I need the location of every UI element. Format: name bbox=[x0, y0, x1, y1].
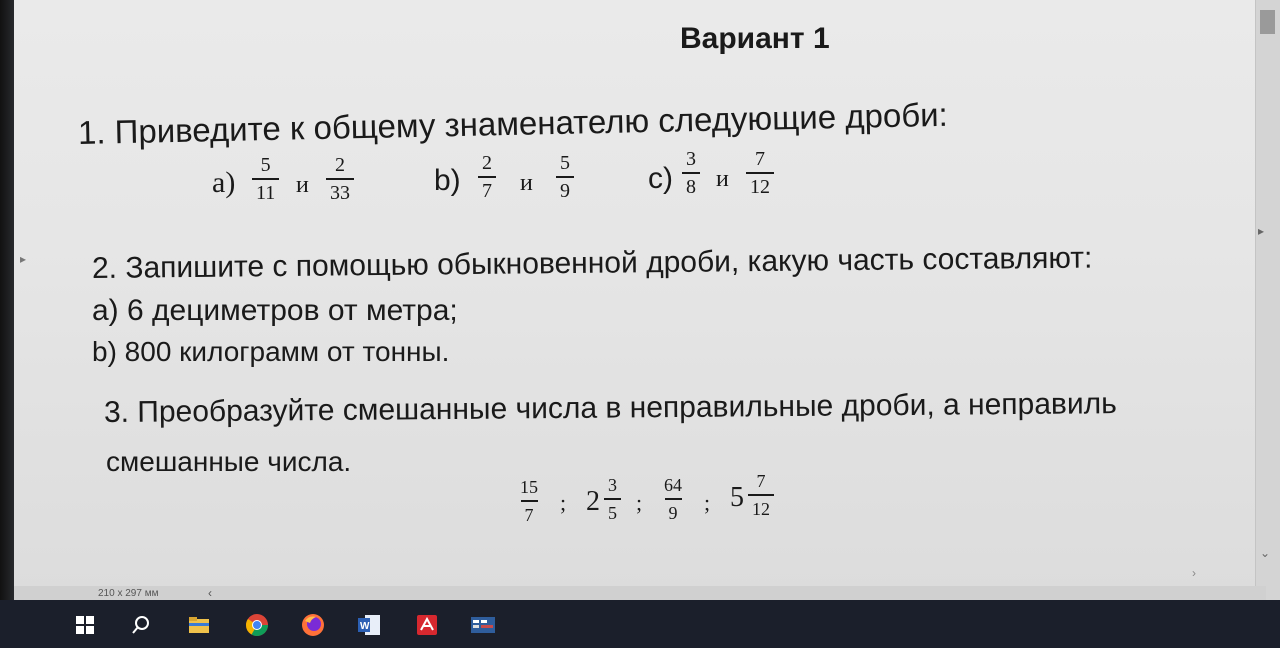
fraction bbox=[252, 154, 279, 204]
denominator: 12 bbox=[748, 494, 774, 520]
fraction bbox=[748, 470, 774, 520]
task2-text: 2. Запишите с помощью обыкновенной дроби, какую часть составляют: bbox=[91, 241, 1093, 285]
fraction bbox=[746, 148, 774, 198]
fraction bbox=[516, 476, 542, 526]
right-arrow-icon: ▸ bbox=[1258, 224, 1265, 238]
numerator: 2 bbox=[482, 152, 492, 174]
mixed-whole: 5 bbox=[730, 482, 744, 513]
vertical-scrollbar[interactable] bbox=[1255, 0, 1280, 600]
denominator: 33 bbox=[326, 178, 354, 204]
denominator: 9 bbox=[556, 176, 574, 202]
chevron-right-icon[interactable]: › bbox=[1192, 566, 1196, 580]
numerator: 5 bbox=[560, 152, 570, 174]
numerator: 2 bbox=[335, 154, 345, 176]
page-title: Вариант 1 bbox=[680, 22, 830, 55]
numerator: 5 bbox=[260, 154, 271, 176]
app-icon[interactable] bbox=[470, 612, 496, 638]
task1-text: 1. Приведите к общему знаменателю следующие дроби: bbox=[77, 95, 949, 151]
denominator: 9 bbox=[665, 498, 682, 524]
denominator: 8 bbox=[682, 172, 700, 198]
firefox-icon[interactable] bbox=[300, 612, 326, 638]
numerator: 64 bbox=[664, 475, 682, 495]
task1-label-a: a) bbox=[212, 166, 236, 199]
task1-label-b: b) bbox=[434, 164, 461, 197]
denominator: 12 bbox=[746, 172, 774, 198]
task2-item-a: а) 6 дециметров от метра; bbox=[92, 294, 458, 327]
denominator: 7 bbox=[478, 176, 496, 202]
separator: ; bbox=[636, 490, 643, 515]
numerator: 15 bbox=[520, 477, 538, 497]
fraction bbox=[660, 474, 686, 524]
word-icon[interactable] bbox=[356, 612, 382, 638]
denominator: 7 bbox=[521, 500, 538, 526]
search-icon[interactable] bbox=[128, 612, 154, 638]
conjunction: и bbox=[296, 172, 309, 198]
denominator: 11 bbox=[252, 178, 279, 204]
fraction bbox=[682, 148, 700, 198]
chevron-down-icon[interactable]: ⌄ bbox=[1260, 546, 1271, 560]
conjunction: и bbox=[520, 170, 533, 196]
status-bar bbox=[14, 586, 1266, 600]
fraction bbox=[556, 152, 574, 202]
task1-label-c: c) bbox=[648, 162, 673, 195]
conjunction: и bbox=[716, 166, 729, 192]
file-explorer-icon[interactable] bbox=[186, 612, 212, 638]
windows-start-icon[interactable] bbox=[72, 612, 98, 638]
task3-text-continuation: смешанные числа. bbox=[106, 446, 352, 477]
separator: ; bbox=[704, 490, 711, 515]
denominator: 5 bbox=[604, 498, 621, 524]
fraction bbox=[478, 152, 496, 202]
scroll-thumb[interactable] bbox=[1260, 10, 1275, 34]
numerator: 7 bbox=[756, 471, 766, 491]
page-size-label: 210 x 297 мм bbox=[98, 588, 159, 599]
chrome-icon[interactable] bbox=[244, 612, 270, 638]
fraction bbox=[604, 474, 621, 524]
task3-text: 3. Преобразуйте смешанные числа в неправильные дроби, а неправиль bbox=[103, 387, 1117, 429]
fraction bbox=[326, 154, 354, 204]
separator: ; bbox=[560, 490, 567, 515]
chevron-left-icon[interactable]: ‹ bbox=[208, 586, 212, 600]
acrobat-icon[interactable] bbox=[414, 612, 440, 638]
numerator: 3 bbox=[686, 148, 696, 170]
svg-text:W: W bbox=[360, 621, 370, 632]
numerator: 7 bbox=[755, 148, 765, 170]
left-arrow-icon: ▸ bbox=[20, 252, 27, 266]
numerator: 3 bbox=[608, 475, 617, 495]
mixed-whole: 2 bbox=[586, 486, 600, 517]
task2-item-b: b) 800 килограмм от тонны. bbox=[92, 336, 450, 367]
